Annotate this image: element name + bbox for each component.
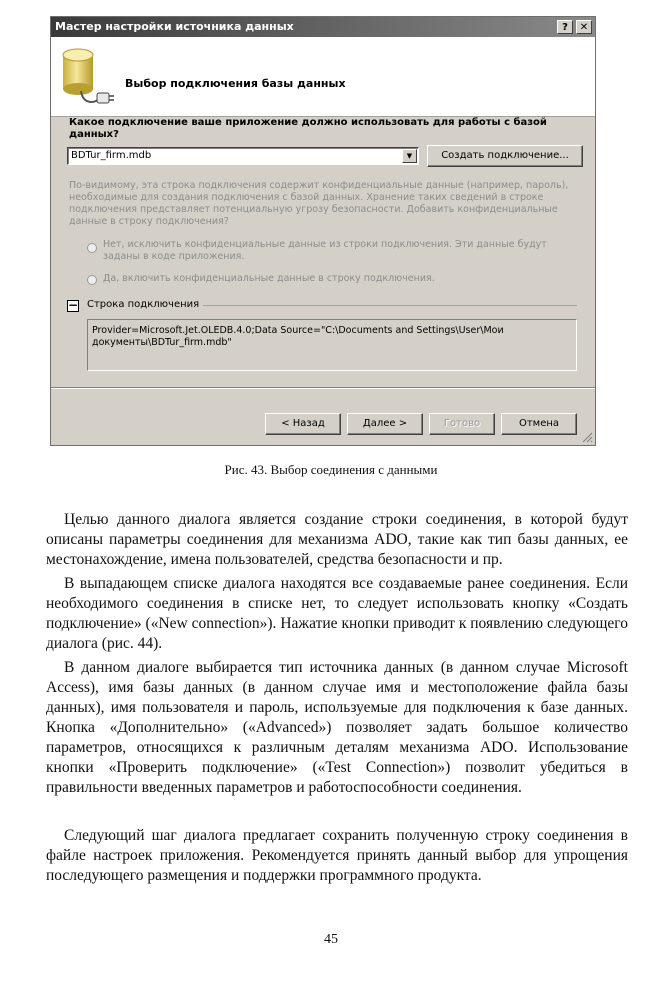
dialog-title: Мастер настройки источника данных: [55, 20, 294, 33]
radio-exclude-sensitive[interactable]: [87, 243, 97, 253]
next-button[interactable]: Далее >: [347, 413, 423, 435]
footer-separator: [51, 387, 595, 389]
back-button[interactable]: < Назад: [265, 413, 341, 435]
paragraph-1: Целью данного диалога является создание строки соединения, в которой будут описаны параметры соединения для механизма ADO, такие как тип базы данных, ее местонахождение, имена пользователей, средства безопасности и пр.: [46, 511, 628, 568]
radio-exclude-label: Нет, исключить конфиденциальные данные из строки подключения. Эти данные будут заданы в коде приложения.: [103, 239, 547, 262]
resize-grip-icon[interactable]: [581, 431, 593, 443]
figure-caption: Рис. 43. Выбор соединения с данными: [224, 462, 438, 477]
chevron-down-icon[interactable]: ▼: [402, 149, 417, 163]
wizard-header: [51, 37, 595, 117]
help-button[interactable]: ?: [557, 20, 573, 34]
connection-select-value: BDTur_firm.mdb: [71, 150, 152, 161]
collapse-icon[interactable]: −: [68, 298, 79, 312]
dialog-titlebar: [51, 17, 595, 37]
connection-select[interactable]: [67, 147, 419, 165]
paragraph-3: В данном диалоге выбирается тип источника данных (в данном случае Microsoft Access), имя базы данных (в данном случае имя и местоположение файла базы данных), имя пользователя и пароль, используемые для подключения к базе данных. Кнопка «Дополнительно» («Advanced») позволяет задать большое количество параметров, относящихся к различным деталям механизма ADO. Использование кнопки «Проверить подключение» («Test Connection») позволит убедиться в правильности введенных параметров и работоспособности соединения.: [46, 659, 628, 796]
connection-string-text: Provider=Microsoft.Jet.OLEDB.4.0;Data Source="C:\Documents and Settings\User\Мои документы\BDTur_firm.mdb": [92, 325, 504, 348]
wizard-step-title: Выбор подключения базы данных: [125, 77, 346, 90]
close-button[interactable]: ✕: [576, 20, 592, 34]
cancel-button[interactable]: Отмена: [501, 413, 577, 435]
new-connection-button[interactable]: Создать подключение...: [427, 145, 583, 167]
finish-button[interactable]: Готово: [429, 413, 495, 435]
radio-include-sensitive[interactable]: [87, 275, 97, 285]
connection-string-label: Строка подключения: [87, 299, 200, 310]
paragraph-4: Следующий шаг диалога предлагает сохранить полученную строку соединения в файле настроек приложения. Рекомендуется принять данный выбор для упрощения последующего размещения и поддержки программного продукта.: [46, 827, 628, 884]
sensitive-data-warning: По-видимому, эта строка подключения содержит конфиденциальные данные (например, пароль), необходимые для создания подключения с базой данных. Хранение таких сведений в строке подключения представляет потенциальную угрозу безопасности. Добавить конфиденциальные данные в строку подключения?: [69, 180, 569, 227]
section-divider: [203, 305, 577, 306]
paragraph-2: В выпадающем списке диалога находятся все создаваемые ранее соединения. Если необходимого соединения в списке нет, то следует использовать кнопку «Создать подключение» («New connection»). Нажатие кнопки приводит к появлению следующего диалога (рис. 44).: [46, 575, 628, 652]
radio-include-label: Да, включить конфиденциальные данные в строку подключения.: [103, 273, 435, 284]
wizard-dialog: [50, 16, 596, 446]
connection-question: Какое подключение ваше приложение должно использовать для работы с базой данных?: [69, 117, 547, 140]
connection-string-box[interactable]: [87, 319, 577, 371]
page-number: 45: [324, 932, 338, 947]
database-icon: [59, 45, 115, 111]
